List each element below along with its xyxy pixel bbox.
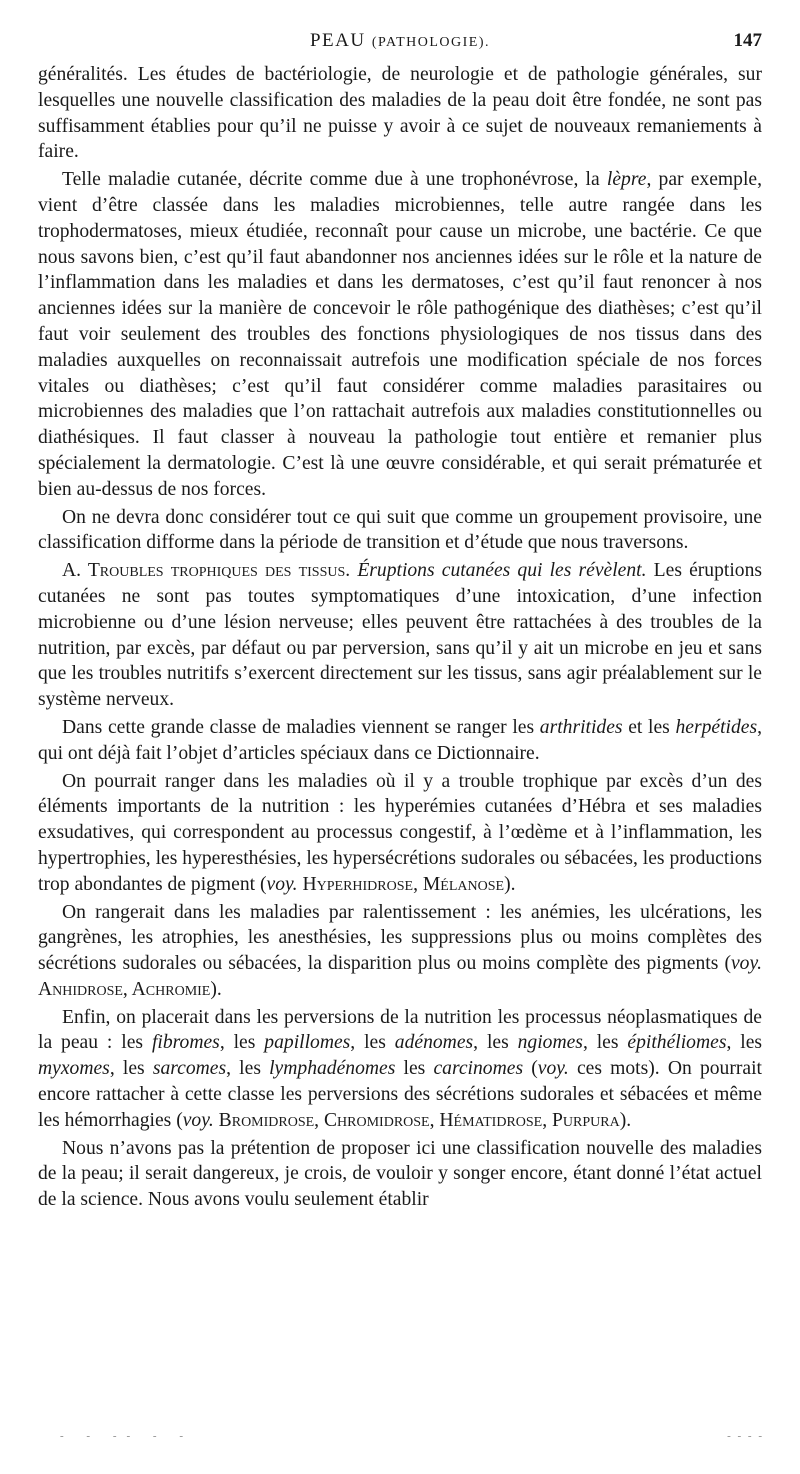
italic-run: sarcomes bbox=[152, 1058, 227, 1080]
text-run: Nous n’avons pas la prétention de proposer ici une classification nouvelle des maladies de la peau; il serait dangereux, je crois, de vouloir y songer encore, étant donné l’état actuel de la science. Nous avons voulu seulement établir bbox=[38, 1137, 762, 1211]
italic-run: ngiomes bbox=[517, 1032, 583, 1054]
body-text bbox=[38, 62, 762, 1213]
running-header bbox=[38, 24, 762, 54]
italic-run: épithéliomes bbox=[627, 1032, 727, 1054]
italic-run: voy. bbox=[266, 873, 298, 895]
text-run: , par exemple, vient d’être classée dans les maladies microbiennes, telle autre rangée dans les trophodermatoses, mieux étudiée, reconnaît pour cause un microbe, une bactérie. Ce que nous savons bien, c’est qu’il faut abandonner nos anciennes idées sur le rôle et la nature de l’inflammation dans les maladies et dans les dermatoses, c’est qu’il faut renoncer à nos anciennes idées sur la manière de concevoir le rôle pathogénique des diathèses; c’est qu’il faut voir seulement des troubles des fonctions physiologiques de nos tissus dans des maladies auxquelles on reconnaissait autrefois une modification spéciale de nos forces vitales ou diathèses; c’est qu’il faut considérer comme maladies parasitaires ou microbiennes des maladies que l’on rattachait autrefois aux maladies constitutionnelles ou diathésiques. Il faut classer à nouveau la pathologie tout entière et remanier plus spécialement la dermatologie. C’est là une œuvre considérable, et qui serait prématurée et bien au-dessus de nos forces. bbox=[38, 169, 762, 500]
text-run: On pourrait ranger dans les maladies où il y a trouble trophique par excès d’un des éléments importants de la nutrition : les hyperémies cutanées d’Hébra et ses maladies exsudatives, qui correspondent au processus congestif, à l’œdème et à l’inflammation, les hypertrophies, les hyperesthésies, les hypersécrétions sudorales ou sébacées, les productions trop abondantes de pigment ( bbox=[38, 770, 762, 895]
text-run: ). bbox=[504, 873, 516, 895]
text-run: , les bbox=[109, 1058, 153, 1080]
running-title-sub: (PATHOLOGIE). bbox=[371, 35, 491, 50]
italic-run: myxomes bbox=[38, 1058, 110, 1080]
italic-run: voy. bbox=[730, 953, 762, 975]
text-run: et les bbox=[622, 716, 676, 738]
text-run: Enfin, on placerait dans les perversions de la nutrition les processus néoplasmatiques de la peau : les bbox=[38, 1006, 762, 1054]
text-run: , les bbox=[473, 1032, 518, 1054]
paragraph bbox=[38, 1136, 762, 1213]
running-title bbox=[38, 30, 762, 52]
small-caps-run: Hyperhidrose, Mélanose bbox=[302, 873, 505, 895]
text-run: On rangerait dans les maladies par ralentissement : les anémies, les ulcérations, les gangrènes, les atrophies, les anesthésies, les suppressions plus ou moins complètes des sécrétions sudorales ou sébacées, la disparition plus ou moins complète des pigments ( bbox=[38, 901, 762, 975]
text-run: ( bbox=[523, 1058, 538, 1080]
paragraph bbox=[38, 62, 762, 165]
text-run: , qui ont déjà fait l’objet d’articles spéciaux dans ce Dictionnaire. bbox=[38, 716, 762, 764]
text-run: ces mots). On pourrait encore rattacher à cette classe les perversions des sécrétions sudorales et sébacées et même les hémorrhagies ( bbox=[38, 1058, 762, 1131]
text-run: , les bbox=[582, 1032, 628, 1054]
italic-run: voy. bbox=[182, 1109, 214, 1131]
text-run: On ne devra donc considérer tout ce qui suit que comme un groupement provisoire, une classification difforme dans la période de transition et d’étude que nous traversons. bbox=[38, 506, 762, 554]
text-run: Telle maladie cutanée, décrite comme due à une trophonévrose, la bbox=[62, 169, 607, 191]
small-caps-run: A. Troubles trophiques des tissus bbox=[62, 560, 346, 582]
italic-run: arthritides bbox=[539, 716, 623, 738]
paragraph bbox=[38, 167, 762, 502]
text-run: , les bbox=[350, 1032, 395, 1054]
italic-run: voy. bbox=[537, 1058, 569, 1080]
page-number: 147 bbox=[733, 30, 762, 51]
text-run: ). bbox=[210, 978, 222, 1000]
paragraph bbox=[38, 1005, 762, 1134]
text-run: , les bbox=[726, 1032, 763, 1054]
italic-run: fibromes bbox=[151, 1032, 220, 1054]
text-run: ). bbox=[619, 1109, 632, 1131]
paragraph bbox=[38, 900, 762, 1003]
italic-run: adénomes bbox=[394, 1032, 474, 1054]
text-run: les bbox=[395, 1058, 434, 1080]
running-title-main: PEAU bbox=[309, 30, 366, 51]
text-run: . bbox=[345, 560, 358, 582]
text-run: , les bbox=[226, 1058, 270, 1080]
italic-run: papillomes bbox=[264, 1032, 351, 1054]
italic-run: lèpre bbox=[606, 169, 647, 191]
text-run: , les bbox=[219, 1032, 265, 1054]
italic-run: lymphadénomes bbox=[269, 1058, 396, 1080]
paragraph bbox=[38, 505, 762, 557]
italic-run: carcinomes bbox=[433, 1058, 524, 1080]
text-run: Dans cette grande classe de maladies viennent se ranger les bbox=[62, 716, 540, 738]
paragraph bbox=[38, 558, 762, 713]
italic-run: Éruptions cutanées qui les révèlent. bbox=[357, 560, 647, 582]
italic-run: herpétides bbox=[675, 716, 758, 738]
text-run: généralités. Les études de bactériologie, de neurologie et de pathologie générales, sur lesquelles une nouvelle classification des maladies de la peau doit être fondée, ne sont pas suffisamment établies pour qu’il ne puisse y avoir à ce sujet de nouveaux remaniements à faire. bbox=[38, 64, 762, 163]
paragraph bbox=[38, 769, 762, 898]
small-caps-run: Bromidrose, Chromidrose, Hématidrose, Purpura bbox=[218, 1109, 620, 1131]
text-run: Les éruptions cutanées ne sont pas toutes symptomatiques d’une intoxication, d’une infection microbienne ou d’une lésion nerveuse; elles peuvent être rattachées à des troubles de la nutrition, par excès, par défaut ou par perversion, sans qu’il y ait un microbe en jeu et sans que les troubles nutritifs s’exercent directement sur les tissus, sans agir préalablement sur le système nerveux. bbox=[38, 560, 763, 711]
small-caps-run: Anhidrose, Achromie bbox=[38, 978, 211, 1000]
scan-artifact-marks: - - -- - - - - - - bbox=[60, 1430, 764, 1442]
paragraph bbox=[38, 715, 762, 767]
